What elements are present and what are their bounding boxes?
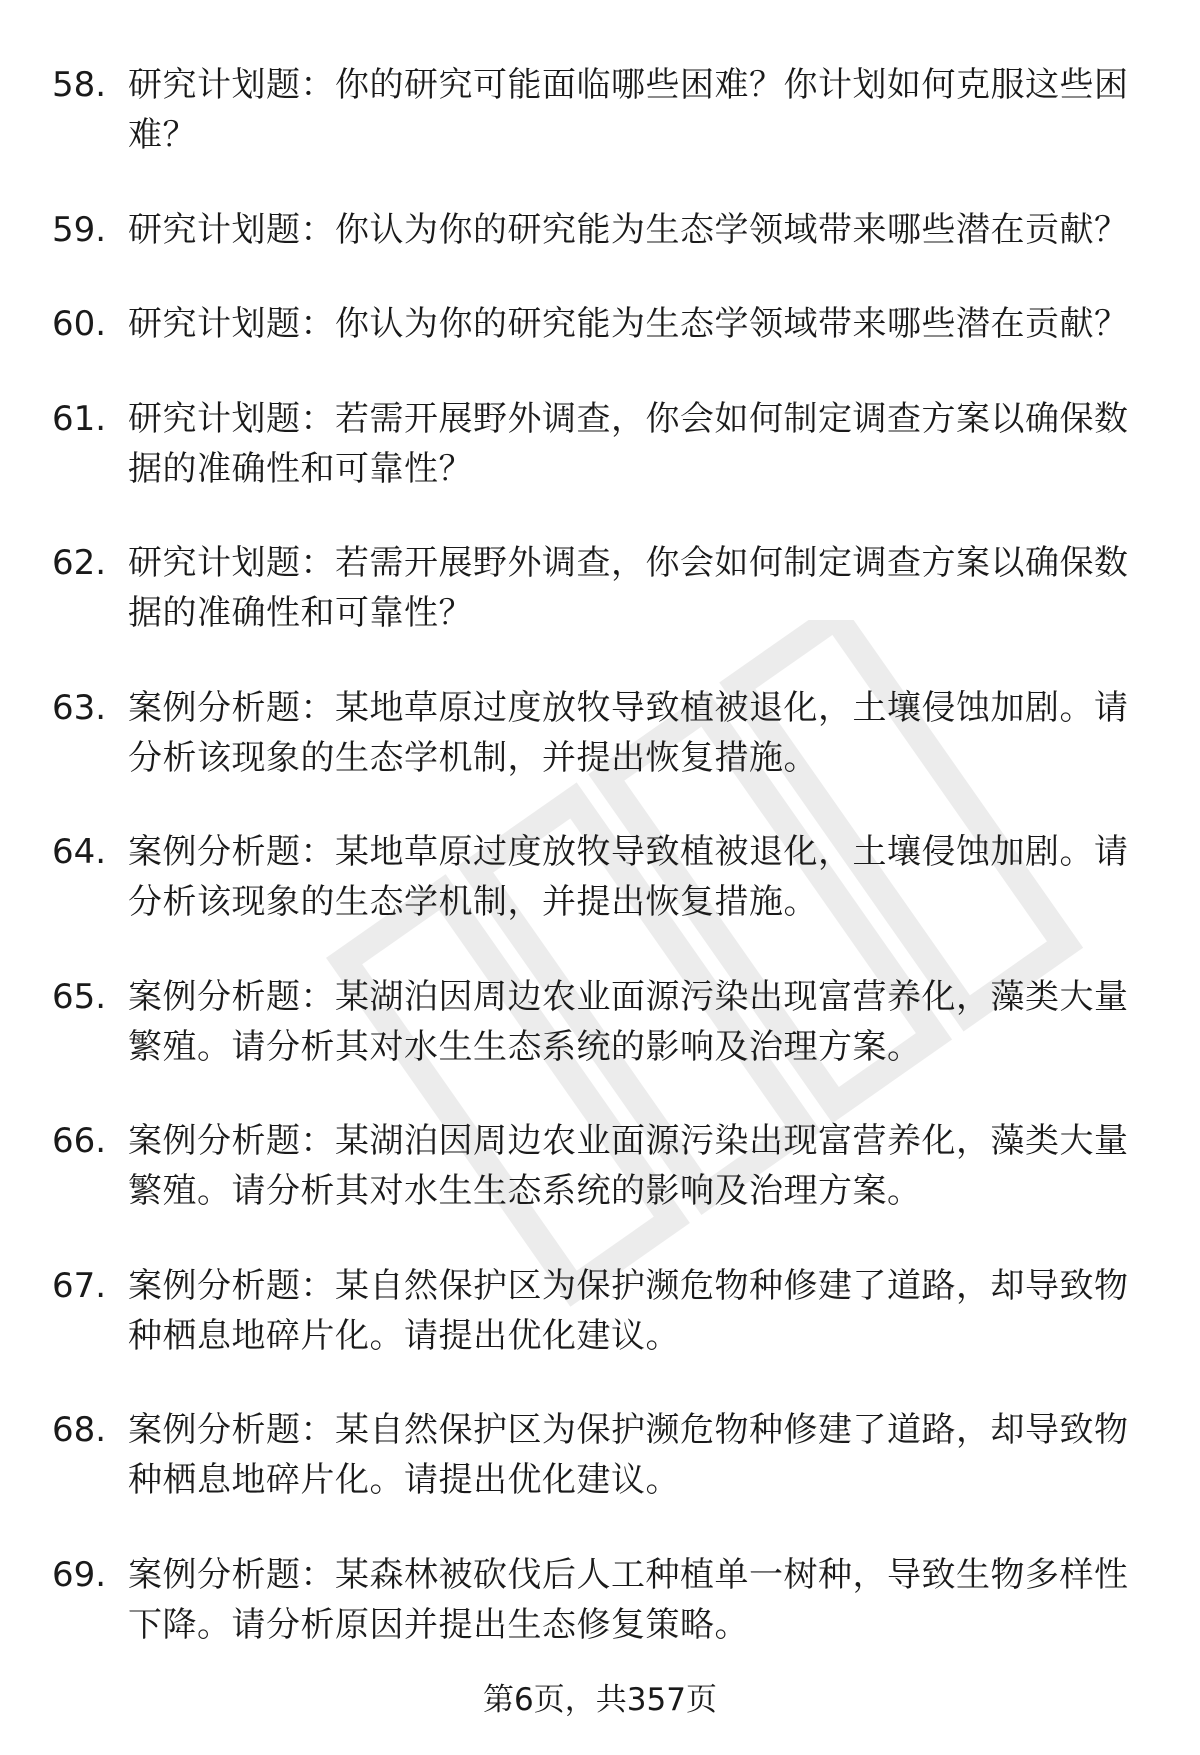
question-number: 67. [52, 1265, 107, 1306]
question-item [52, 1550, 1152, 1650]
question-list [52, 60, 1152, 1694]
question-number: 62. [52, 543, 107, 583]
question-text: 案例分析题：某湖泊因周边农业面源污染出现富营养化，藻类大量繁殖。请分析其对水生生态系统的影响及治理方案。 [128, 1121, 1129, 1211]
question-item [52, 1116, 1152, 1216]
question-text: 案例分析题：某地草原过度放牧导致植被退化，土壤侵蚀加剧。请分析该现象的生态学机制，并提出恢复措施。 [128, 687, 1129, 778]
question-text: 研究计划题：若需开展野外调查，你会如何制定调查方案以确保数据的准确性和可靠性？ [128, 398, 1129, 489]
question-item [52, 394, 1152, 494]
question-number: 64. [52, 832, 107, 872]
question-text: 研究计划题：你的研究可能面临哪些困难？你计划如何克服这些困难？ [128, 65, 1129, 155]
question-text: 案例分析题：某自然保护区为保护濒危物种修建了道路，却导致物种栖息地碎片化。请提出优化建议。 [128, 1265, 1129, 1356]
question-number: 61. [52, 398, 107, 439]
question-item [52, 972, 1152, 1072]
question-item [52, 683, 1152, 783]
question-number: 59. [52, 209, 107, 250]
question-text: 案例分析题：某森林被砍伐后人工种植单一树种，导致生物多样性下降。请分析原因并提出生态修复策略。 [128, 1554, 1129, 1645]
question-item [52, 60, 1152, 160]
page-footer [0, 1680, 1200, 1720]
question-number: 68. [52, 1410, 107, 1450]
question-item [52, 1261, 1152, 1361]
question-item [52, 205, 1152, 255]
question-item [52, 538, 1152, 638]
question-text: 案例分析题：某湖泊因周边农业面源污染出现富营养化，藻类大量繁殖。请分析其对水生生态系统的影响及治理方案。 [128, 976, 1129, 1067]
question-number: 58. [52, 65, 107, 105]
question-number: 63. [52, 687, 107, 728]
question-text: 研究计划题：你认为你的研究能为生态学领域带来哪些潜在贡献？ [128, 209, 1129, 250]
question-text: 案例分析题：某地草原过度放牧导致植被退化，土壤侵蚀加剧。请分析该现象的生态学机制，并提出恢复措施。 [128, 832, 1129, 922]
question-number: 66. [52, 1121, 107, 1161]
question-text: 研究计划题：你认为你的研究能为生态学领域带来哪些潜在贡献？ [128, 304, 1129, 344]
question-number: 60. [52, 304, 107, 344]
question-text: 案例分析题：某自然保护区为保护濒危物种修建了道路，却导致物种栖息地碎片化。请提出优化建议。 [128, 1410, 1129, 1500]
page-number: 第6页，共357页 [483, 1682, 717, 1718]
question-item [52, 1405, 1152, 1505]
question-item [52, 299, 1152, 349]
question-item [52, 827, 1152, 927]
question-text: 研究计划题：若需开展野外调查，你会如何制定调查方案以确保数据的准确性和可靠性？ [128, 543, 1129, 633]
question-number: 69. [52, 1554, 107, 1595]
question-number: 65. [52, 976, 107, 1017]
